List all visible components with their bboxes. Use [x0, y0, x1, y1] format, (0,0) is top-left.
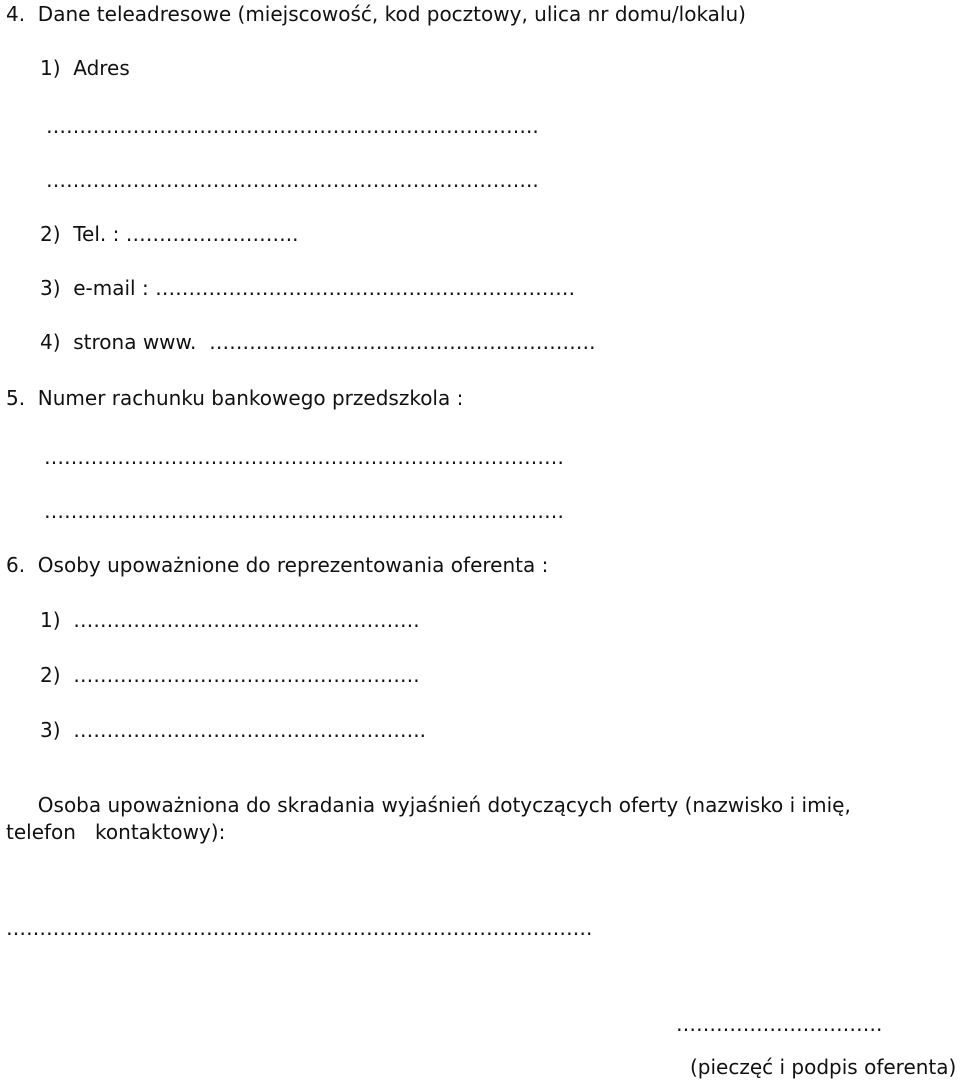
www-line: 4) strona www. …………………………………………………. [40, 330, 596, 354]
contact-person-fill-line: ……………………………………………………………………………. [6, 916, 593, 940]
representative-2: 2) ……………………………………………. [40, 663, 420, 687]
section-6-heading: 6. Osoby upoważnione do reprezentowania oferenta : [6, 553, 549, 577]
section-5-heading: 5. Numer rachunku bankowego przedszkola : [6, 386, 464, 410]
address-line-1: ……………………………………………………………….. [46, 114, 539, 138]
contact-person-text-1: Osoba upoważniona do skradania wyjaśnień dotyczących oferty (nazwisko i imię, [6, 793, 851, 817]
tel-line: 2) Tel. : …………………….. [40, 222, 299, 246]
section-4-heading: 4. Dane teleadresowe (miejscowość, kod pocztowy, ulica nr domu/lokalu) [6, 2, 746, 26]
email-line: 3) e-mail : ……………………………………………………… [40, 276, 576, 300]
signature-label: (pieczęć i podpis oferenta) [690, 1055, 957, 1079]
bank-account-line-1: …………………………………………………………………… [44, 445, 564, 469]
representative-1: 1) ……………………………………………. [40, 608, 420, 632]
address-line-2: ……………………………………………………………….. [46, 168, 539, 192]
signature-dotted-line: …………………………. [676, 1012, 883, 1036]
address-label: 1) Adres [40, 56, 130, 80]
contact-person-text-2: telefon kontaktowy): [6, 820, 226, 844]
bank-account-line-2: …………………………………………………………………… [44, 499, 564, 523]
representative-3: 3) …………………………………………….. [40, 718, 426, 742]
